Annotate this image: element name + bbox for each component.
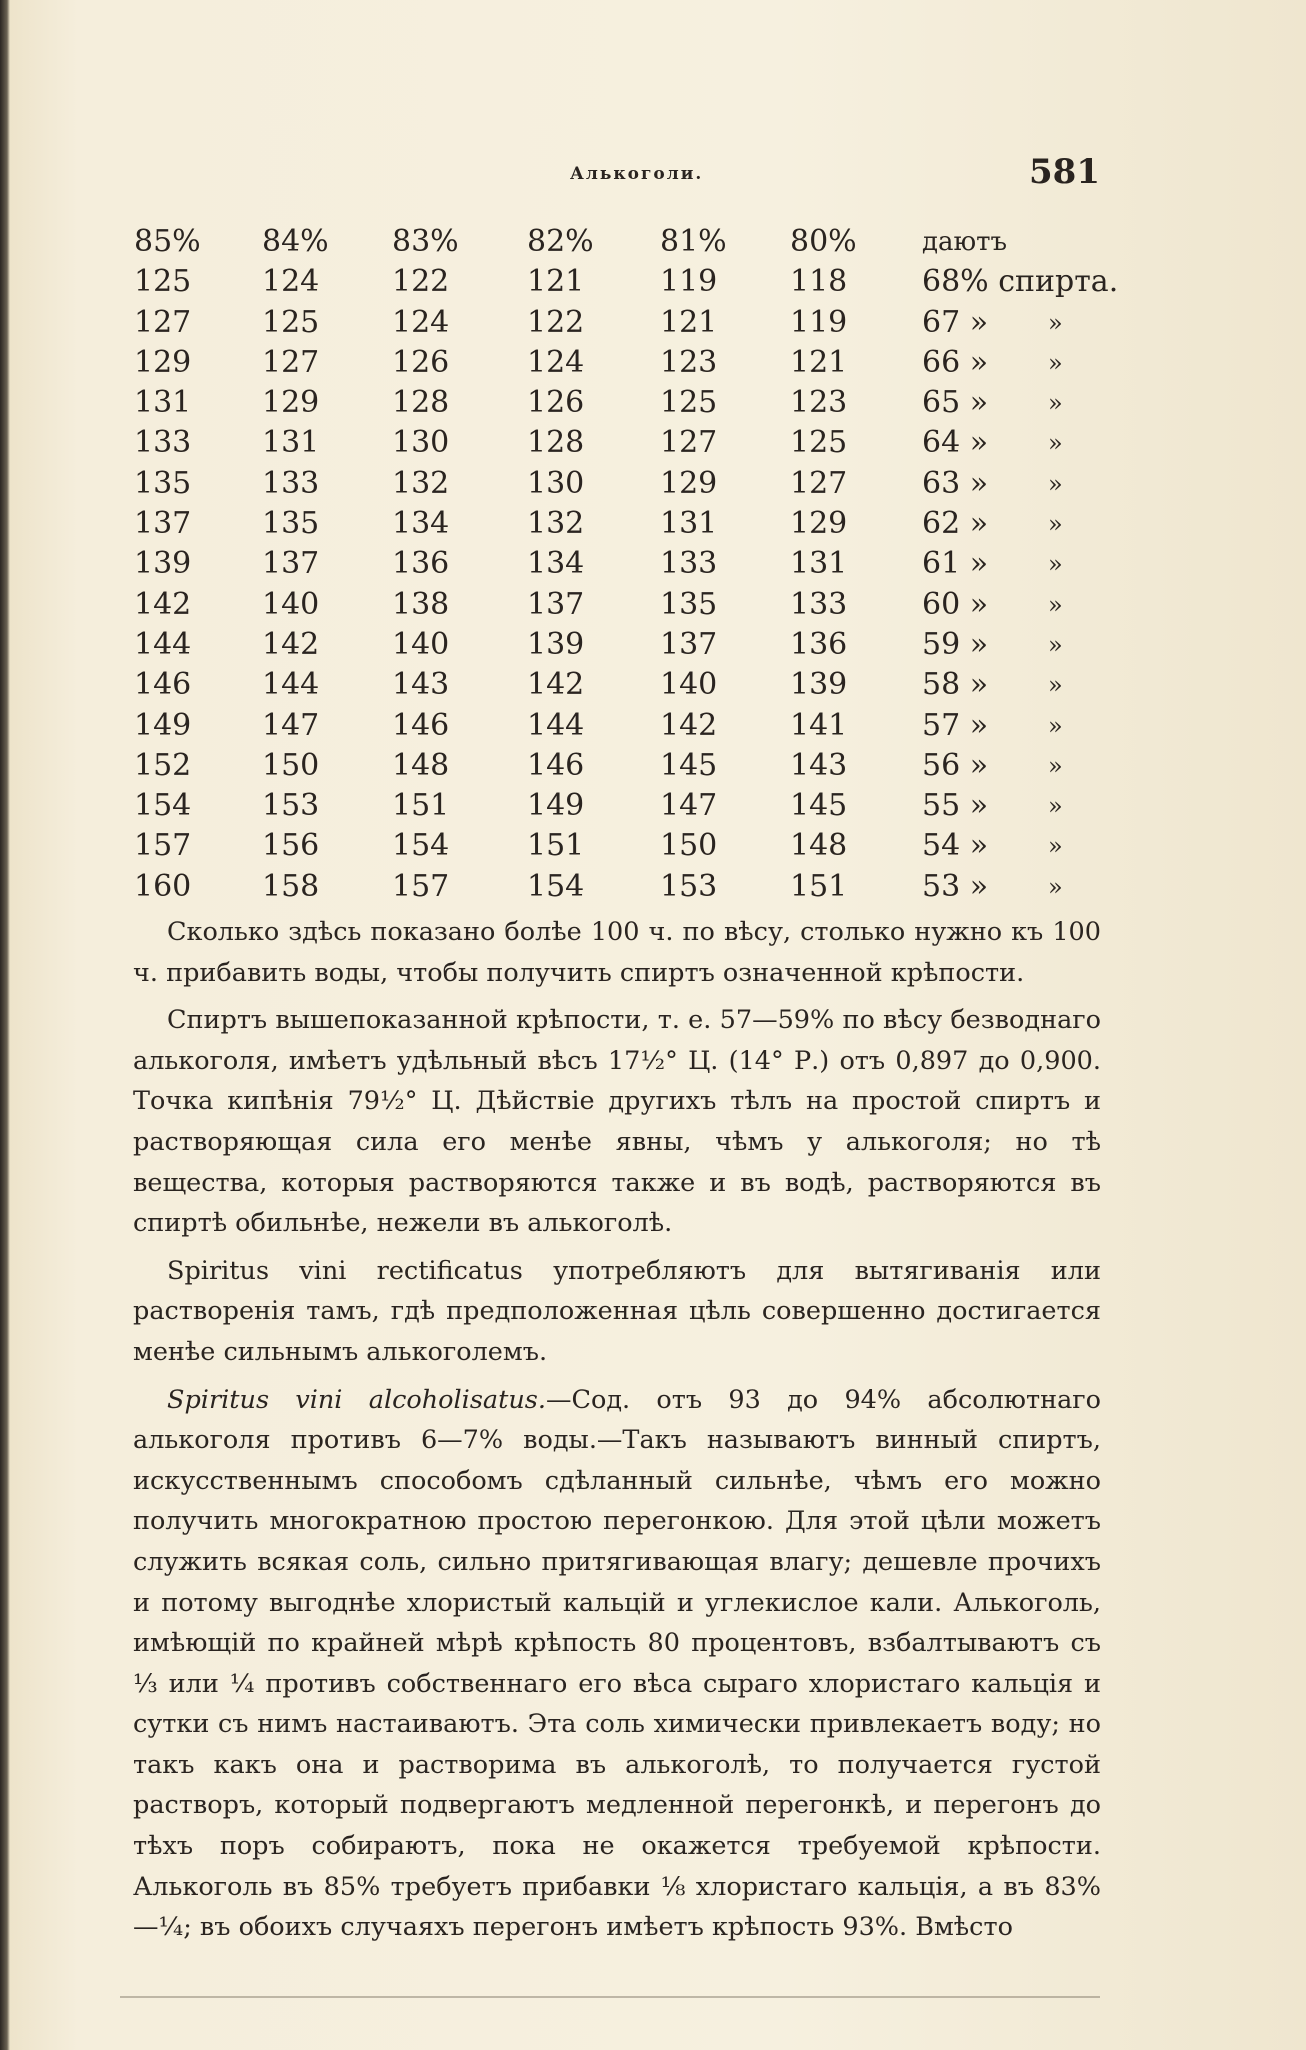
table-cell: » [1048,792,1063,821]
table-cell: 123 [660,344,718,380]
table-cell: » [1048,469,1063,498]
table-cell: 141 [790,707,848,743]
table-cell: 140 [660,667,718,703]
table-cell: 126 [527,385,585,421]
table-cell: 122 [392,264,450,300]
table-cell: 125 [660,385,718,421]
table-cell: 128 [392,385,450,421]
table-cell: 126 [392,344,450,380]
table-row [130,746,1110,786]
table-cell: 144 [527,707,585,743]
table-cell: 160 [134,868,192,904]
book-spine-edge [0,0,10,2050]
header-cell: 81% [660,224,727,259]
table-row [130,706,1110,746]
table-cell: 143 [790,747,848,783]
table-cell: 57 » [922,707,989,743]
table-cell: 54 » [922,828,989,864]
paragraph-italic-lead: Spiritus vini alcoholisatus. [167,1384,546,1415]
table-cell: 68% спирта. [922,264,1119,300]
table-cell: 63 » [922,465,989,501]
table-cell: » [1048,429,1063,458]
table-cell: » [1048,711,1063,740]
table-cell: 122 [527,304,585,340]
table-cell: » [1048,630,1063,659]
table-cell: 62 » [922,506,989,542]
table-cell: 121 [527,264,585,300]
paragraph-text: Спиртъ вышепоказанной крѣпости, т. е. 57—59% по вѣсу безводнаго алькоголя, имѣетъ удѣльный вѣсъ 17½° Ц. (14° Р.) отъ 0,897 до 0,900. Точка кипѣнія 79½° Ц. Дѣйствіе другихъ тѣлъ на простой спиртъ и растворяющая сила его менѣе явны, чѣмъ у алькоголя; но тѣ вещества, которыя растворяются также и въ водѣ, растворяются въ спиртѣ обильнѣе, нежели въ алькоголѣ. [133,1005,1101,1239]
table-cell: 136 [790,626,848,662]
table-cell: 137 [134,506,192,542]
table-cell: 146 [527,747,585,783]
table-cell: 137 [262,546,320,582]
table-cell: 151 [527,828,585,864]
table-cell: » [1048,389,1063,418]
table-row [130,464,1110,504]
header-cell: 85% [134,224,201,259]
dilution-table [130,222,1119,907]
table-cell: 137 [660,626,718,662]
table-cell: 131 [660,506,718,542]
table-row [130,625,1110,665]
table-cell: 145 [660,747,718,783]
table-cell: 53 » [922,868,989,904]
table-cell: » [1048,751,1063,780]
running-title: Алькоголи. [570,164,704,184]
table-cell: 145 [790,788,848,824]
table-cell: 146 [134,667,192,703]
paragraph [133,1000,1101,1244]
table-cell: 149 [134,707,192,743]
table-cell: 131 [134,385,192,421]
table-cell: 125 [262,304,320,340]
table-cell: 144 [262,667,320,703]
table-cell: 133 [660,546,718,582]
table-cell: 129 [134,344,192,380]
table-cell: 139 [134,546,192,582]
table-cell: » [1048,671,1063,700]
table-cell: 59 » [922,626,989,662]
table-cell: 121 [660,304,718,340]
table-cell: 134 [527,546,585,582]
header-cell: 82% [527,224,594,259]
table-row [130,262,1119,302]
table-cell: 135 [134,465,192,501]
table-cell: 138 [392,586,450,622]
table-cell: 119 [660,264,718,300]
table-cell: 151 [392,788,450,824]
table-cell: 124 [262,264,320,300]
table-cell: 129 [790,506,848,542]
table-cell: 140 [262,586,320,622]
table-cell: » [1048,348,1063,377]
table-cell: 149 [527,788,585,824]
table-cell: 132 [527,506,585,542]
table-cell: 154 [134,788,192,824]
header-cell: 84% [262,224,329,259]
table-row [130,544,1110,584]
table-row [130,665,1110,705]
table-cell: 153 [262,788,320,824]
table-cell: 129 [660,465,718,501]
table-cell: 56 » [922,747,989,783]
table-cell: 127 [790,465,848,501]
table-cell: 58 » [922,667,989,703]
table-cell: 142 [527,667,585,703]
header-cell: 80% [790,224,857,259]
table-row [130,826,1110,866]
table-cell: 142 [134,586,192,622]
table-cell: 158 [262,868,320,904]
body-text [133,912,1101,1955]
paragraph-text: —Сод. отъ 93 до 94% абсолютнаго алькоголя противъ 6—7% воды.—Такъ называютъ винный спиртъ, искусственнымъ способомъ сдѣланный сильнѣе, чѣмъ его можно получить многократною простою перегонкою. Для этой цѣли можетъ служить всякая соль, сильно притягивающая влагу; дешевле прочихъ и потому выгоднѣе хлористый кальцій и углекислое кали. Алькоголь, имѣющій по крайней мѣрѣ крѣпость 80 процентовъ, взбалтываютъ съ ⅓ или ¼ противъ собственнаго его вѣса сырагo хлористаго кальція и сутки съ нимъ настаиваютъ. Эта соль химически привлекаетъ воду; но такъ какъ она и растворима въ алькоголѣ, то получается густой растворъ, который подвергаютъ медленной перегонкѣ, и перегонъ до тѣхъ поръ собираютъ, пока не окажется требуемой крѣпости. Алькоголь въ 85% требуетъ прибавки ⅛ хлористаго кальція, а въ 83%—¼; въ обоихъ случаяхъ перегонъ имѣетъ крѣпость 93%. Вмѣсто [133,1384,1101,1943]
page-number: 581 [1029,152,1100,192]
table-cell: » [1048,510,1063,539]
table-cell: 151 [790,868,848,904]
table-row [130,423,1110,463]
table-cell: 147 [262,707,320,743]
table-cell: 157 [392,868,450,904]
table-cell: 147 [660,788,718,824]
table-cell: 132 [392,465,450,501]
table-cell: 127 [660,425,718,461]
table-cell: 140 [392,626,450,662]
table-cell: 133 [262,465,320,501]
table-cell: 55 » [922,788,989,824]
table-cell: 148 [790,828,848,864]
table-cell: 65 » [922,385,989,421]
table-cell: 67 » [922,304,989,340]
table-cell: 148 [392,747,450,783]
table-cell: 134 [392,506,450,542]
table-cell: 60 » [922,586,989,622]
table-cell: 66 » [922,344,989,380]
page-header [135,152,1100,202]
table-cell: 152 [134,747,192,783]
table-cell: 127 [134,304,192,340]
table-cell: 135 [660,586,718,622]
table-cell: 142 [262,626,320,662]
paragraph [133,912,1101,993]
table-cell: 128 [527,425,585,461]
table-cell: 142 [660,707,718,743]
table-cell: 118 [790,264,848,300]
table-cell: 150 [660,828,718,864]
table-row [130,383,1110,423]
table-cell: 61 » [922,546,989,582]
paragraph [133,1380,1101,1948]
table-cell: » [1048,550,1063,579]
table-cell: 139 [527,626,585,662]
table-cell: 127 [262,344,320,380]
table-cell: 133 [790,586,848,622]
table-cell: 157 [134,828,192,864]
table-cell: 64 » [922,425,989,461]
table-cell: 131 [262,425,320,461]
table-cell: 129 [262,385,320,421]
table-row [130,303,1110,343]
paragraph-text: Spiritus vini rectificatus употребляютъ для вытягиванія или растворенія тамъ, гдѣ предположенная цѣль совершенно достигается менѣе сильнымъ алькоголемъ. [133,1255,1101,1367]
table-cell: 135 [262,506,320,542]
table-cell: 154 [527,868,585,904]
table-cell: 137 [527,586,585,622]
table-cell: 133 [134,425,192,461]
table-cell: 154 [392,828,450,864]
table-cell: » [1048,872,1063,901]
table-header-row [130,222,1110,262]
table-cell: 143 [392,667,450,703]
table-cell: 156 [262,828,320,864]
table-cell: 125 [134,264,192,300]
table-cell: 136 [392,546,450,582]
table-cell: 150 [262,747,320,783]
table-cell: 144 [134,626,192,662]
table-cell: 146 [392,707,450,743]
table-cell: » [1048,590,1063,619]
table-row [130,504,1110,544]
table-cell: » [1048,832,1063,861]
header-cell: даютъ [922,227,1008,257]
table-cell: 119 [790,304,848,340]
table-row [130,343,1110,383]
table-row [130,585,1110,625]
paragraph-text: Сколько здѣсь показано болѣе 100 ч. по вѣсу, столько нужно къ 100 ч. прибавить воды, чтобы получить спиртъ означенной крѣпости. [133,917,1101,988]
table-row [130,867,1110,907]
table-cell: 124 [527,344,585,380]
table-cell: 131 [790,546,848,582]
page-bottom-edge [120,1996,1100,1998]
table-cell: 121 [790,344,848,380]
table-cell: 125 [790,425,848,461]
table-cell: 130 [392,425,450,461]
table-cell: 123 [790,385,848,421]
table-cell: 124 [392,304,450,340]
paragraph [133,1251,1101,1373]
table-cell: » [1048,308,1063,337]
table-row [130,786,1110,826]
table-cell: 153 [660,868,718,904]
table-cell: 139 [790,667,848,703]
header-cell: 83% [392,224,459,259]
table-cell: 130 [527,465,585,501]
